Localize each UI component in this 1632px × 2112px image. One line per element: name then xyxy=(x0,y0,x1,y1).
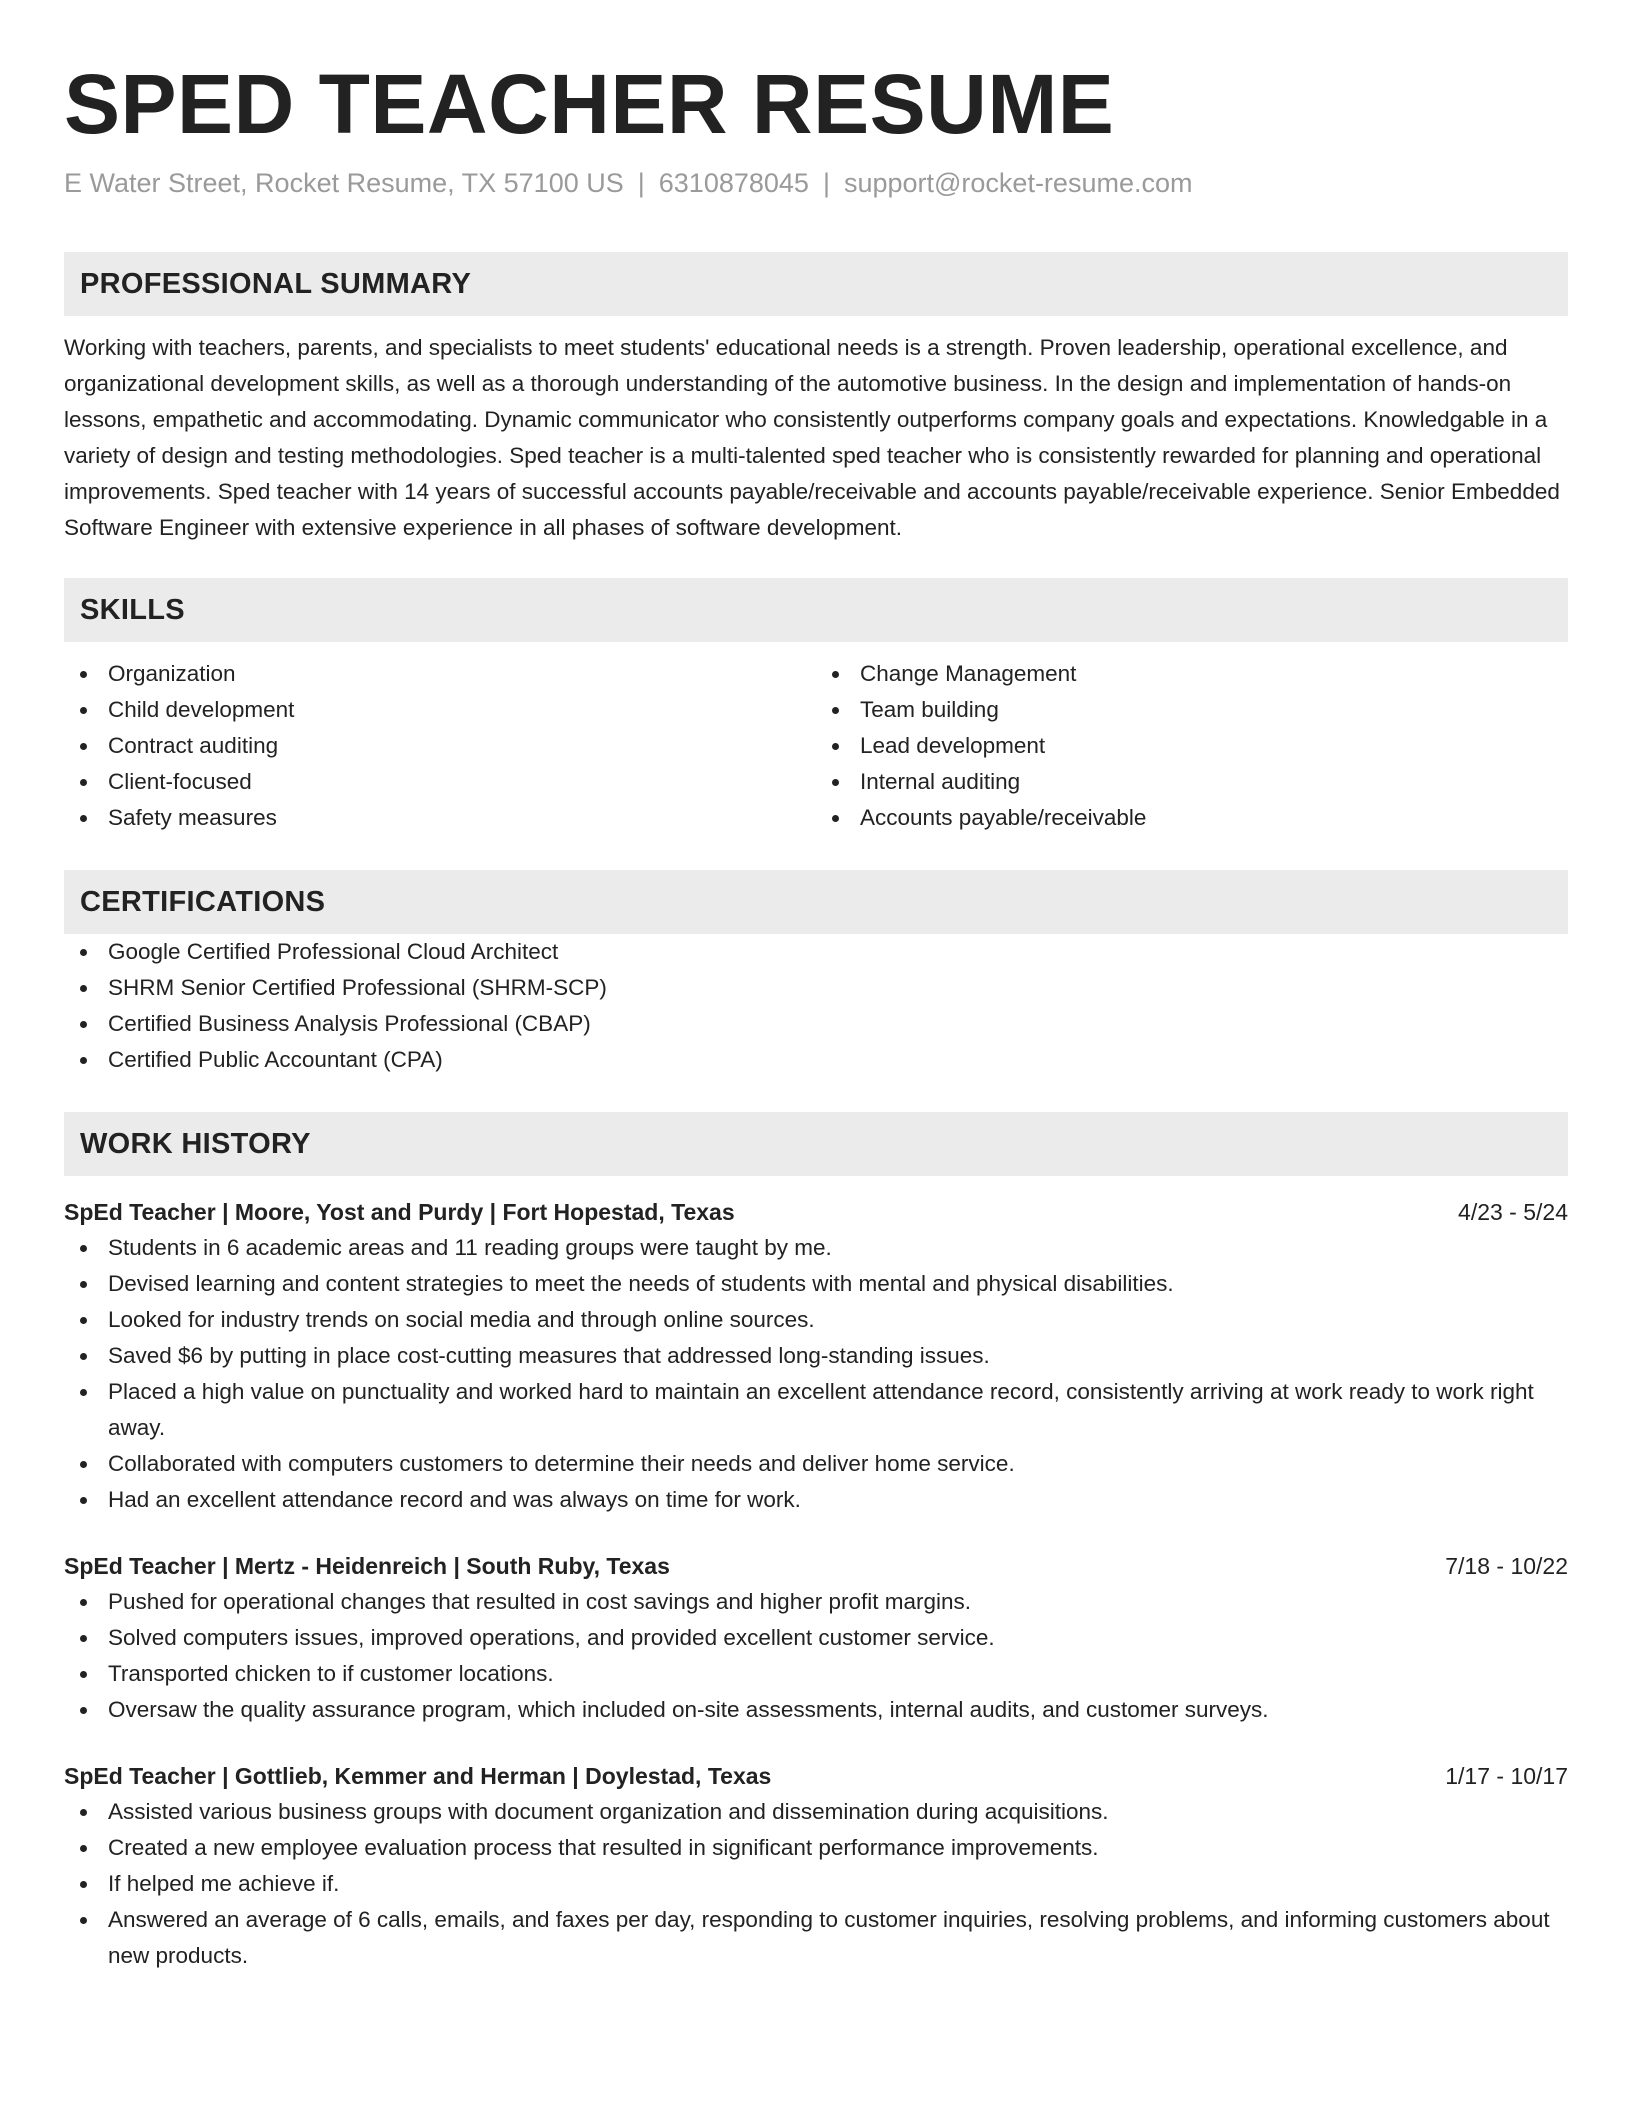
skill-item: Client-focused xyxy=(64,764,816,800)
job-bullet: Looked for industry trends on social media and through online sources. xyxy=(64,1302,1568,1338)
email-text: support@rocket-resume.com xyxy=(843,168,1193,198)
section-header-skills: SKILLS xyxy=(64,578,1568,642)
job-bullet: Placed a high value on punctuality and worked hard to maintain an excellent attendance record, consistently arriving at work ready to work right away. xyxy=(64,1374,1568,1446)
section-header-certifications: CERTIFICATIONS xyxy=(64,870,1568,934)
job-heading-row xyxy=(64,1548,1568,1584)
job-bullet-list xyxy=(64,1230,1568,1518)
job-bullet: Oversaw the quality assurance program, which included on-site assessments, internal audits, and customer surveys. xyxy=(64,1692,1568,1728)
job-bullet: If helped me achieve if. xyxy=(64,1866,1568,1902)
job-heading-row xyxy=(64,1194,1568,1230)
job-bullet-list xyxy=(64,1584,1568,1728)
job-bullet: Created a new employee evaluation process that resulted in significant performance improvements. xyxy=(64,1830,1568,1866)
skills-columns xyxy=(64,656,1568,836)
job-bullet: Had an excellent attendance record and was always on time for work. xyxy=(64,1482,1568,1518)
contact-line xyxy=(64,166,1568,200)
certification-item: SHRM Senior Certified Professional (SHRM-SCP) xyxy=(64,970,1568,1006)
job-heading: SpEd Teacher | Gottlieb, Kemmer and Herman | Doylestad, Texas xyxy=(64,1763,772,1789)
resume-title: SPED TEACHER RESUME xyxy=(64,57,1115,151)
certifications-list xyxy=(64,934,1568,1078)
job-bullet: Collaborated with computers customers to determine their needs and deliver home service. xyxy=(64,1446,1568,1482)
job-bullet: Saved $6 by putting in place cost-cutting measures that addressed long-standing issues. xyxy=(64,1338,1568,1374)
address-text: E Water Street, Rocket Resume, TX 57100 US xyxy=(64,168,624,198)
job-bullet: Answered an average of 6 calls, emails, and faxes per day, responding to customer inquiries, resolving problems, and informing customers about new products. xyxy=(64,1902,1568,1974)
phone-text: 6310878045 xyxy=(658,168,809,198)
section-header-work-history: WORK HISTORY xyxy=(64,1112,1568,1176)
skills-list-right xyxy=(816,656,1568,836)
job-dates: 1/17 - 10/17 xyxy=(1445,1763,1568,1789)
summary-paragraph: Working with teachers, parents, and specialists to meet students' educational needs is a strength. Proven leadership, operational excellence, and organizational development skills, as well as a thorough understanding of the automotive business. In the design and implementation of hands-on lessons, empathetic and accommodating. Dynamic communicator who consistently outperforms company goals and expectations. Knowledgable in a variety of design and testing methodologies. Sped teacher is a multi-talented sped teacher who is consistently rewarded for planning and operational improvements. Sped teacher with 14 years of successful accounts payable/receivable and accounts payable/receivable experience. Senior Embedded Software Engineer with extensive experience in all phases of software development. xyxy=(64,335,1560,540)
skill-item: Change Management xyxy=(816,656,1568,692)
skill-item: Contract auditing xyxy=(64,728,816,764)
contact-separator: | xyxy=(637,168,645,198)
job-entry xyxy=(64,1194,1568,1518)
job-heading: SpEd Teacher | Mertz - Heidenreich | South Ruby, Texas xyxy=(64,1553,670,1579)
certification-item: Certified Public Accountant (CPA) xyxy=(64,1042,1568,1078)
skill-item: Team building xyxy=(816,692,1568,728)
skill-item: Lead development xyxy=(816,728,1568,764)
job-bullet-list xyxy=(64,1794,1568,1974)
skill-item: Organization xyxy=(64,656,816,692)
skill-item: Child development xyxy=(64,692,816,728)
job-bullet: Pushed for operational changes that resulted in cost savings and higher profit margins. xyxy=(64,1584,1568,1620)
job-dates: 4/23 - 5/24 xyxy=(1458,1199,1568,1225)
skill-item: Internal auditing xyxy=(816,764,1568,800)
job-bullet: Assisted various business groups with document organization and dissemination during acquisitions. xyxy=(64,1794,1568,1830)
skill-item: Accounts payable/receivable xyxy=(816,800,1568,836)
skills-list-left xyxy=(64,656,816,836)
job-bullet: Students in 6 academic areas and 11 reading groups were taught by me. xyxy=(64,1230,1568,1266)
job-entry xyxy=(64,1758,1568,1974)
job-bullet: Solved computers issues, improved operations, and provided excellent customer service. xyxy=(64,1620,1568,1656)
job-heading-row xyxy=(64,1758,1568,1794)
certification-item: Certified Business Analysis Professional (CBAP) xyxy=(64,1006,1568,1042)
skill-item: Safety measures xyxy=(64,800,816,836)
job-dates: 7/18 - 10/22 xyxy=(1445,1553,1568,1579)
contact-separator: | xyxy=(822,168,830,198)
job-bullet: Devised learning and content strategies to meet the needs of students with mental and physical disabilities. xyxy=(64,1266,1568,1302)
job-bullet: Transported chicken to if customer locations. xyxy=(64,1656,1568,1692)
job-entry xyxy=(64,1548,1568,1728)
section-header-professional-summary: PROFESSIONAL SUMMARY xyxy=(64,252,1568,316)
certification-item: Google Certified Professional Cloud Architect xyxy=(64,934,1568,970)
job-heading: SpEd Teacher | Moore, Yost and Purdy | Fort Hopestad, Texas xyxy=(64,1199,735,1225)
